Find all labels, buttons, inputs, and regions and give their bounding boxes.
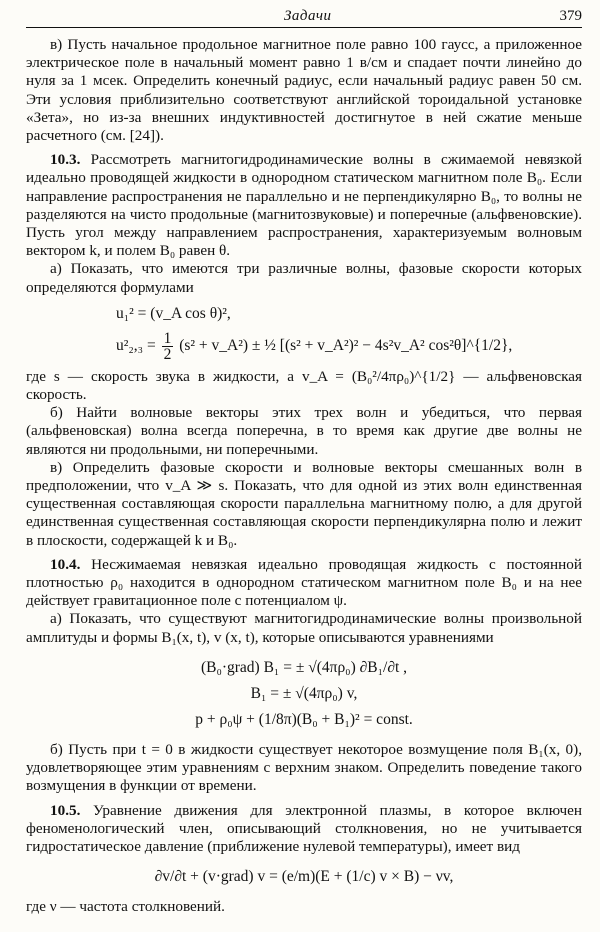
problem-text: Уравнение движения для электронной плазмы, в которое включен феноменологический член, описывающий столкновения, но не учитывается гидростатическое давление (приближение нулевой температуры), имеет вид xyxy=(26,801,583,855)
equation-u1: u₁² = (v_A cos θ)², xyxy=(116,304,231,322)
page xyxy=(26,8,582,916)
definition-sound-speed: где s — скорость звука в жидкости, а v_A = (B₀²/4πρ₀)^{1/2} — альфвеновская скорость. xyxy=(26,367,582,404)
problem-10-4-part-a: а) Показать, что существуют магнитогидродинамические волны произвольной амплитуды и формы B₁(x, t), v (x, t), которые описываются уравнениями xyxy=(26,610,582,646)
problem-number: 10.3. xyxy=(50,151,81,169)
problem-number: 10.5. xyxy=(50,801,81,819)
page-number: 379 xyxy=(559,8,582,24)
problem-text: Несжимаемая невязкая идеально проводящая жидкость с постоянной плотностью ρ₀ находится в однородном статическом магнитном поле B₀ и на нее действует гравитационное поле с потенциалом ψ. xyxy=(26,555,583,610)
equation-u23 xyxy=(26,331,582,362)
equation-b1: B₁ = ± √(4πρ₀) v, xyxy=(250,684,358,702)
equation-grad-b1: (B₀·grad) B₁ = ± √(4πρ₀) ∂B₁/∂t , xyxy=(200,658,408,676)
problem-10-4-part-b: б) Пусть при t = 0 в жидкости существует некоторое возмущение поля B₁(x, 0), удовлетворяющее этим уравнениям с верхним знаком. Определить поведение такого возмущения в функции от времени. xyxy=(26,740,582,795)
problem-10-3 xyxy=(26,151,582,260)
equation-pressure: p + ρ₀ψ + (1/8π)(B₀ + B₁)² = const. xyxy=(195,710,413,728)
equation-u23-lhs: u²₂,₃ = xyxy=(116,336,160,354)
problem-10-2-part-c: в) Пусть начальное продольное магнитное поле равно 100 гаусс, а приложенное электрическое поле в начальный момент равно 1 в/см и спадает почти линейно до нуля за 1 мсек. Определить конечный радиус, если начальный радиус равен 50 см. Эти условия приблизительно соответствуют английской тороидальной установке «Зета», но из-за внешних индуктивностей достигнутое в ней сжатие меньше расчетного (см. [24]). xyxy=(26,36,582,145)
definition-collision-frequency: где ν — частота столкновений. xyxy=(26,898,225,916)
equation-motion: ∂v/∂t + (v·grad) v = (e/m)(E + (1/c) v × B) − νv, xyxy=(154,868,454,886)
problem-text: Рассмотреть магнитогидродинамические волны в сжимаемой невязкой идеально проводящей жидкости в однородном статическом магнитном поле B₀. Если направление распространения не параллельно и не перпендикулярно B₀, то волны не разделяются на чисто продольные (магнитозвуковые) и поперечные (альфвеновские). Пусть угол между направлением распространения, характеризуемым волновым вектором k, и полем B₀ равен θ. xyxy=(26,151,583,260)
problem-10-4 xyxy=(26,556,582,611)
fraction-half: $\frac{1}{2}$ xyxy=(163,329,172,363)
equation-u23-rhs: (s² + v_A²) ± ½ [(s² + v_A²)² − 4s²v_A² cos²θ]^{1/2}, xyxy=(179,336,513,354)
problem-number: 10.4. xyxy=(50,555,81,573)
section-title: Задачи xyxy=(284,8,332,24)
problem-10-5 xyxy=(26,802,582,857)
running-header xyxy=(26,8,582,28)
problem-10-3-part-b: б) Найти волновые векторы этих трех волн и убедиться, что первая (альфвеновская) волна всегда поперечна, в то время как другие две волны не являются ни продольными, ни поперечными. xyxy=(26,404,582,458)
problem-10-3-part-c: в) Определить фазовые скорости и волновые векторы смешанных волн в предположении, что v_A ≫ s. Показать, что для одной из этих волн единственная существенная составляющая скорости параллельна магнитному полю, а для другой единственная существенная составляющая скорости перпендикулярна полю и лежит в плоскости, содержащей k и B₀. xyxy=(26,458,582,549)
problem-10-3-part-a: а) Показать, что имеются три различные волны, фазовые скорости которых определяются формулами xyxy=(26,260,582,296)
